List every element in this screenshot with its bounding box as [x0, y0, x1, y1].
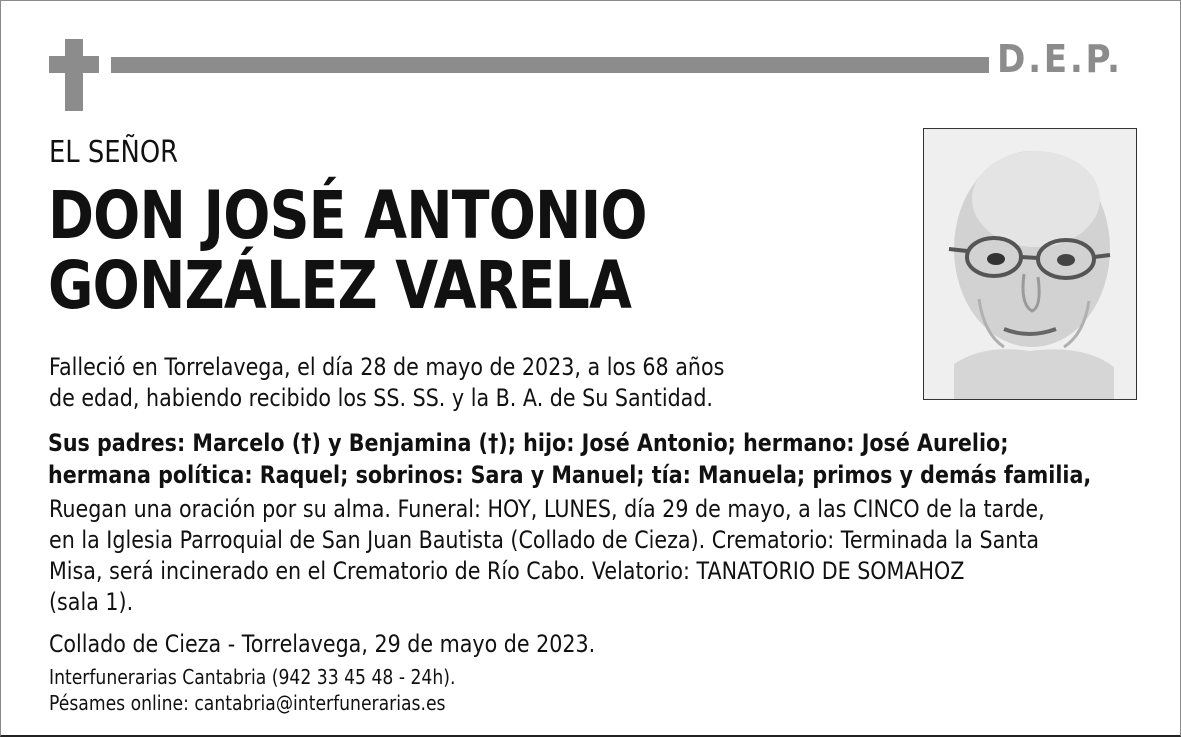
deceased-name — [48, 177, 647, 324]
family-line-2: hermana política: Raquel; sobrinos: Sara y Manuel; tía: Manuela; primos y demás familia, — [48, 461, 1092, 489]
place-date: Collado de Cieza - Torrelavega, 29 de mayo de 2023. — [49, 630, 596, 658]
funeral-line-2: en la Iglesia Parroquial de San Juan Bautista (Collado de Cieza). Crematorio: Terminada la Santa — [49, 526, 1040, 554]
cross-icon — [49, 39, 99, 111]
death-details — [49, 352, 724, 414]
honorific-title: EL SEÑOR — [49, 135, 179, 170]
funeral-line-4: (sala 1). — [49, 588, 134, 616]
family-line-1: Sus padres: Marcelo (†) y Benjamina (†); hijo: José Antonio; hermano: José Aurelio; — [48, 429, 1009, 457]
funeral-line-1: Ruegan una oración por su alma. Funeral: HOY, LUNES, día 29 de mayo, a las CINCO de la tarde, — [49, 495, 1045, 523]
family-list — [48, 427, 1091, 491]
death-line-1: Falleció en Torrelavega, el día 28 de mayo de 2023, a los 68 años — [49, 353, 725, 381]
death-line-2: de edad, habiendo recibido los SS. SS. y la B. A. de Su Santidad. — [49, 384, 713, 412]
header-rule — [111, 57, 989, 73]
agency-line-1: Interfunerarias Cantabria (942 33 45 48 - 24h). — [49, 665, 456, 689]
name-line-2: GONZÁLEZ VARELA — [48, 247, 632, 324]
agency-line-2: Pésames online: cantabria@interfunerarias.es — [49, 691, 446, 715]
funeral-line-3: Misa, será incinerado en el Crematorio de Río Cabo. Velatorio: TANATORIO DE SOMAHOZ — [49, 557, 965, 585]
dep-label: D.E.P. — [997, 37, 1123, 81]
agency-info — [49, 664, 455, 716]
name-line-1: DON JOSÉ ANTONIO — [48, 177, 647, 254]
funeral-details — [49, 494, 1045, 618]
portrait-photo — [923, 128, 1137, 400]
